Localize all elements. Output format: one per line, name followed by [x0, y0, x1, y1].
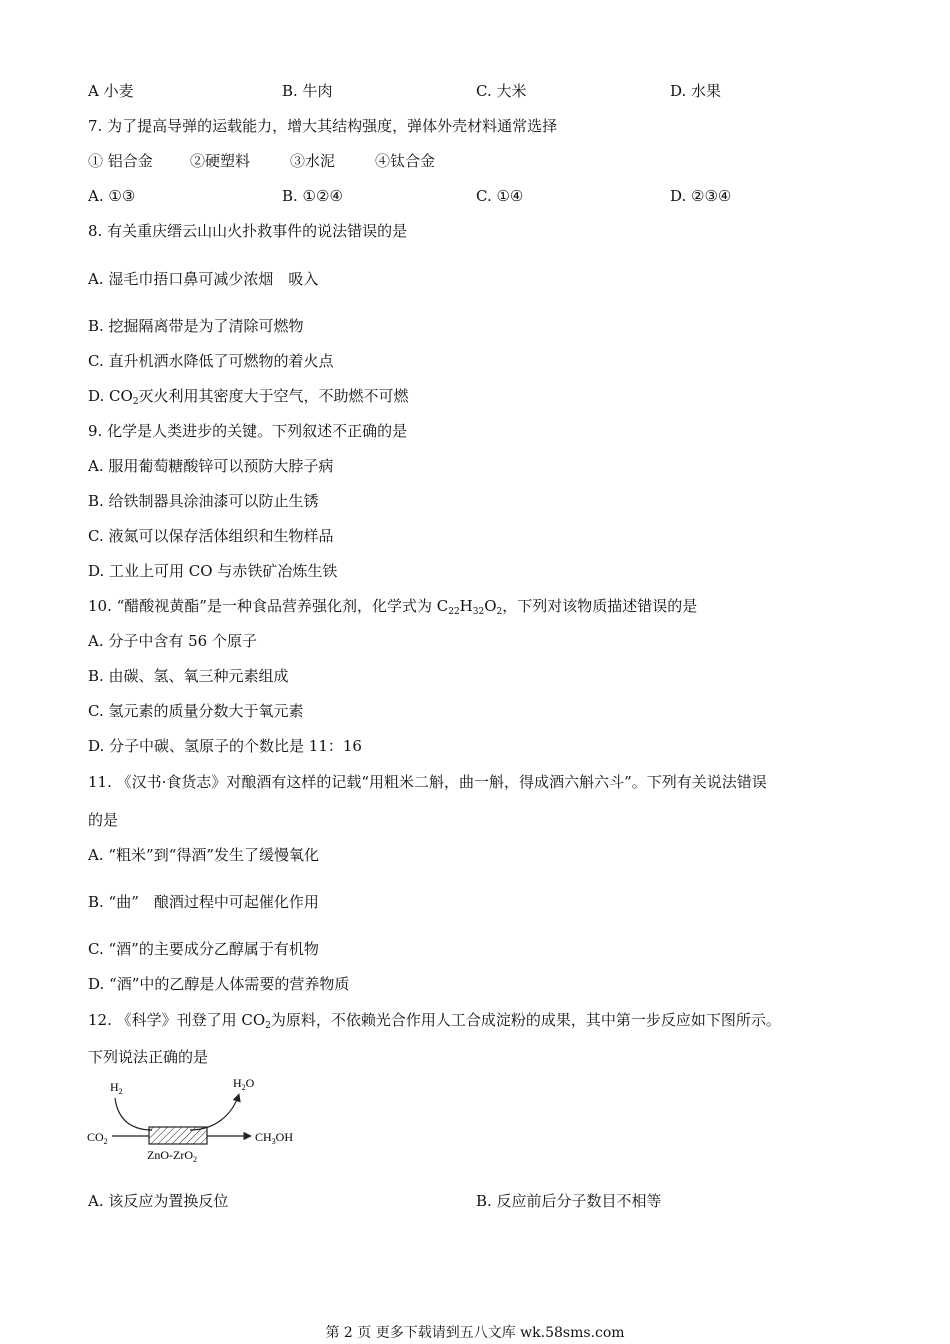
q7-item-4: ④钛合金 [375, 152, 436, 170]
q7-option-b: B. ①②④ [282, 187, 343, 205]
ch3oh-label: $CH_3OH$ [255, 1130, 294, 1146]
q6-option-d: D. 水果 [670, 82, 722, 100]
q12-option-b: B. 反应前后分子数目不相等 [476, 1192, 662, 1210]
q7-option-d: D. ②③④ [670, 187, 732, 205]
q10-option-d: D. 分子中碳、氢原子的个数比是 11：16 [88, 737, 362, 755]
q7-item-3: ③水泥 [290, 152, 336, 170]
q7-item-2: ②硬塑料 [190, 152, 251, 170]
catalyst-bed [149, 1127, 207, 1144]
q10-option-c: C. 氢元素的质量分数大于氧元素 [88, 702, 304, 720]
q9-option-a: A. 服用葡萄糖酸锌可以预防大脖子病 [88, 457, 334, 475]
q10-option-b: B. 由碳、氢、氧三种元素组成 [88, 667, 289, 685]
h2-label: $H_2$ [110, 1080, 123, 1096]
h2-inflow-arrow [115, 1098, 152, 1130]
catalyst-label: ZnO-ZrO$_2$ [147, 1148, 197, 1164]
h2o-outflow-arrow [190, 1094, 239, 1130]
q12-stem-line2: 下列说法正确的是 [88, 1048, 209, 1066]
q8-stem: 8. 有关重庆缙云山山火扑救事件的说法错误的是 [88, 222, 408, 240]
q11-option-d: D. “酒”中的乙醇是人体需要的营养物质 [88, 975, 350, 993]
q8-option-c: C. 直升机洒水降低了可燃物的着火点 [88, 352, 334, 370]
q8-option-d: D. $CO_2$灭火利用其密度大于空气，不助燃不可燃 [88, 387, 409, 407]
q7-option-a: A. ①③ [88, 187, 136, 205]
page-footer: 第 2 页 更多下载请到五八文库 wk.58sms.com [325, 1325, 625, 1341]
q6-option-a: A 小麦 [88, 82, 134, 100]
q11-option-a: A. “粗米”到“得酒”发生了缓慢氧化 [88, 846, 320, 864]
q7-stem: 7. 为了提高导弹的运载能力，增大其结构强度，弹体外壳材料通常选择 [88, 117, 558, 135]
q9-option-c: C. 液氮可以保存活体组织和生物样品 [88, 527, 334, 545]
h2o-label: $H_2O$ [233, 1076, 255, 1092]
q7-option-c: C. ①④ [476, 187, 524, 205]
q12-stem-line1: 12. 《科学》刊登了用 $CO_2$为原料，不依赖光合作用人工合成淀粉的成果，其中第一步反应如下图所示。 [88, 1011, 781, 1031]
q6-option-b: B. 牛肉 [282, 82, 333, 100]
q9-stem: 9. 化学是人类进步的关键。下列叙述不正确的是 [88, 422, 408, 440]
q6-option-c: C. 大米 [476, 82, 527, 100]
q10-stem: 10. “醋酸视黄酯”是一种食品营养强化剂，化学式为 $C_{22}H_{32}O_2$，下列对该物质描述错误的是 [88, 597, 698, 617]
q12-option-a: A. 该反应为置换反位 [88, 1192, 229, 1210]
q11-option-c: C. “酒”的主要成分乙醇属于有机物 [88, 940, 319, 958]
q9-option-d: D. 工业上可用 CO 与赤铁矿冶炼生铁 [88, 562, 338, 580]
q9-option-b: B. 给铁制器具涂油漆可以防止生锈 [88, 492, 319, 510]
reaction-diagram [86, 1074, 316, 1166]
q11-stem-line1: 11. 《汉书·食货志》对酿酒有这样的记载“用粗米二斛，曲一斛，得成酒六斛六斗”。下列有关说法错误 [88, 773, 767, 791]
q10-option-a: A. 分子中含有 56 个原子 [88, 632, 257, 650]
q11-stem-line2: 的是 [88, 811, 119, 829]
q8-option-b: B. 挖掘隔离带是为了清除可燃物 [88, 317, 304, 335]
co2-label: $CO_2$ [87, 1130, 108, 1146]
q7-item-1: ① 铝合金 [88, 152, 153, 170]
q8-option-a: A. 湿毛巾捂口鼻可减少浓烟 吸入 [88, 270, 319, 288]
q11-option-b: B. “曲” 酿酒过程中可起催化作用 [88, 893, 319, 911]
